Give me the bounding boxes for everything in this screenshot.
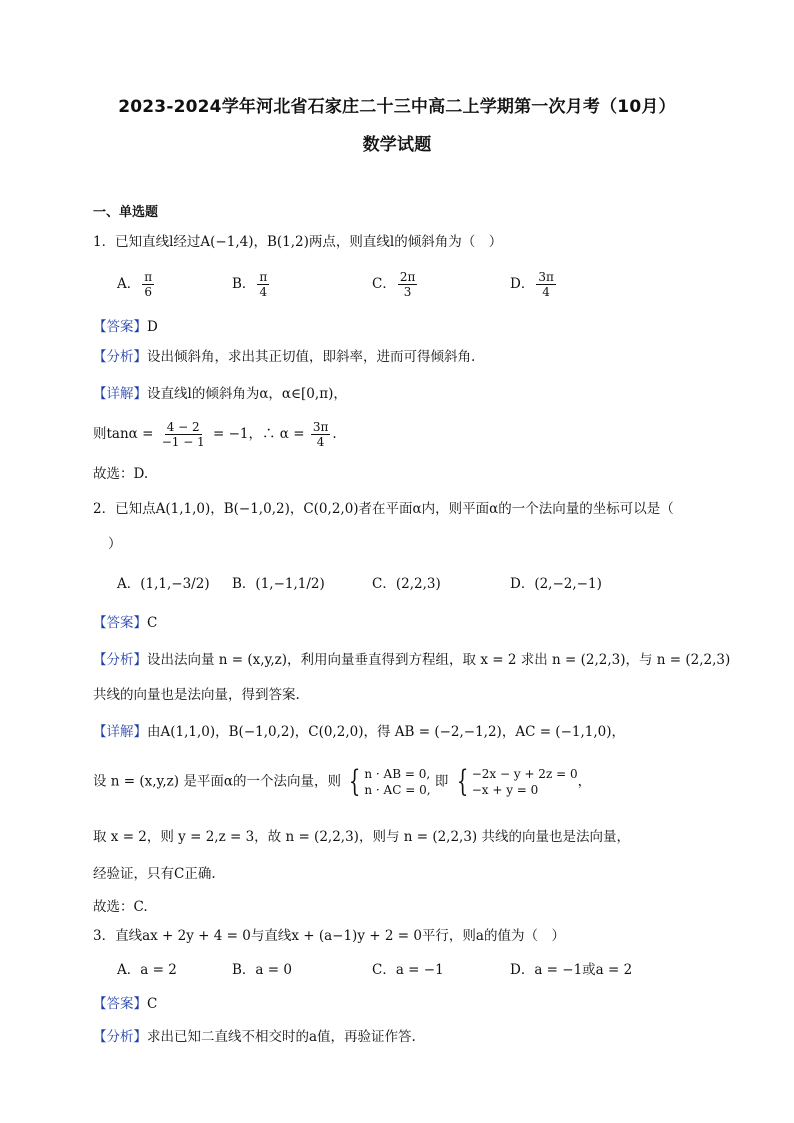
q2-detail-line1: 【详解】由A(1,1,0)，B(−1,0,2)，C(0,2,0)，得 AB = (−2,−1,2)，AC = (−1,1,0)， [93,724,625,740]
q1-option-a: A． $\frac{\pi}{6}$ [117,270,153,299]
detail-tag: 【详解】 [93,386,147,402]
analysis-tag: 【分析】 [93,349,147,365]
q2-conclusion: 故选：C. [93,899,148,915]
q3-option-c: C．a = −1 [372,962,444,978]
equation-system-coordinates: { −2x − y + 2z = 0 −x + y = 0 [456,764,578,799]
section-heading: 一、单选题 [93,205,159,220]
q1-conclusion: 故选：D. [93,466,149,482]
q1-stem: 1．已知直线l经过A(−1,4)，B(1,2)两点，则直线l的倾斜角为（ ） [93,234,503,250]
equation-system-vectors: { n · AB = 0, n · AC = 0, [349,764,431,799]
q2-option-b: B．(1,−1,1/2) [232,576,325,592]
q2-option-d: D．(2,−2,−1) [510,576,602,592]
detail-tag: 【详解】 [93,724,147,740]
q2-detail-line3: 取 x = 2，则 y = 2,z = 3，故 n = (2,2,3)，则与 n = (2,2,3) 共线的向量也是法向量， [93,829,630,845]
q2-option-a: A．(1,1,−3/2) [117,576,210,592]
q3-option-a: A．a = 2 [117,962,177,978]
q3-option-d: D．a = −1或a = 2 [510,962,633,978]
q3-answer: 【答案】C [93,996,158,1012]
q1-detail: 【详解】设直线l的倾斜角为α，α∈[0,π)， [93,386,347,402]
q2-answer: 【答案】C [93,615,158,631]
q1-calculation: 则tanα = $\frac{4 - 2}{-1 - 1}$ = −1，∴ α = $\frac{3\pi}{4}$ . [93,420,337,449]
q2-detail-line2: 设 n = (x,y,z) 是平面α的一个法向量，则 { n · AB = 0, n · AC = 0, 即 { −2x − y + 2z = 0 −x + y = 0 ， [93,764,592,799]
exam-title-line2: 数学试题 [362,135,432,155]
analysis-tag: 【分析】 [93,652,147,668]
answer-tag: 【答案】 [93,615,147,631]
analysis-tag: 【分析】 [93,1029,147,1045]
answer-tag: 【答案】 [93,996,147,1012]
q2-analysis-line1: 【分析】设出法向量 n = (x,y,z)，利用向量垂直得到方程组，取 x = 2 求出 n = (2,2,3)，与 n = (2,2,3) [93,652,731,668]
q1-option-c: C． $\frac{2\pi}{3}$ [372,270,416,299]
answer-tag: 【答案】 [93,319,147,335]
exam-title-line1: 2023-2024学年河北省石家庄二十三中高二上学期第一次月考（10月） [118,97,676,117]
q3-option-b: B．a = 0 [232,962,292,978]
q2-option-c: C．(2,2,3) [372,576,441,592]
q2-stem-line1: 2．已知点A(1,1,0)，B(−1,0,2)，C(0,2,0)者在平面α内，则平面α的一个法向量的坐标可以是（ [93,501,674,517]
q1-answer: 【答案】D [93,319,158,335]
q1-option-b: B． $\frac{\pi}{4}$ [232,270,268,299]
q3-analysis: 【分析】求出已知二直线不相交时的a值，再验证作答. [93,1029,416,1045]
q1-analysis: 【分析】设出倾斜角，求出其正切值，即斜率，进而可得倾斜角. [93,349,476,365]
q2-detail-line4: 经验证，只有C正确. [93,866,216,882]
q2-stem-line2: ） [108,536,122,552]
q3-stem: 3．直线ax + 2y + 4 = 0与直线x + (a−1)y + 2 = 0平行，则a的值为（ ） [93,928,565,944]
q1-option-d: D． $\frac{3\pi}{4}$ [510,270,554,299]
q2-analysis-line2: 共线的向量也是法向量，得到答案. [93,687,300,703]
